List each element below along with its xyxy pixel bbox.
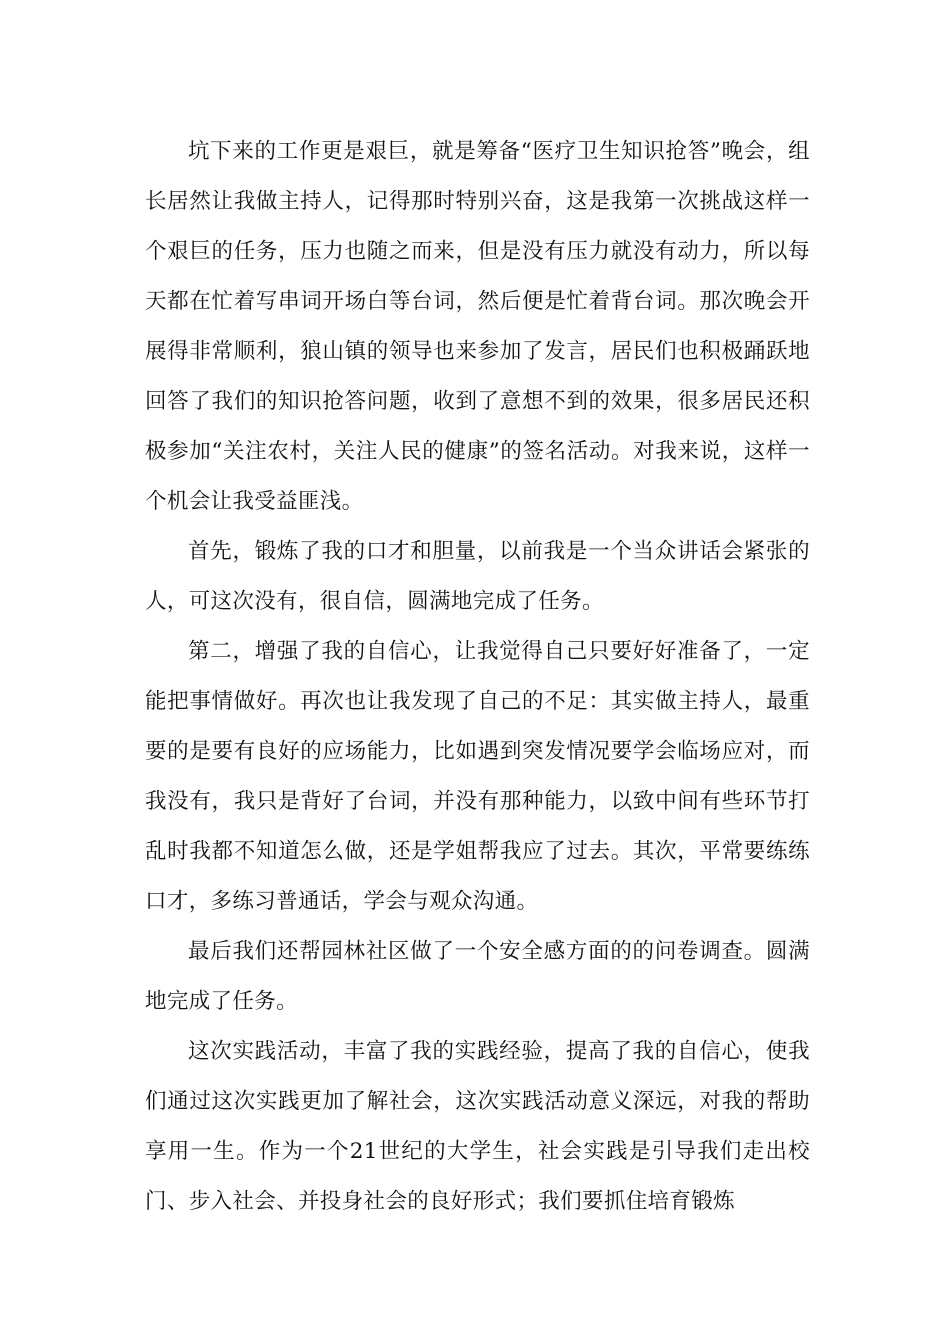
paragraph-4: 最后我们还帮园林社区做了一个安全感方面的的问卷调查。圆满地完成了任务。: [145, 939, 810, 1014]
paragraph-3: 第二，增强了我的自信心，让我觉得自己只要好好准备了，一定能把事情做好。再次也让我发现了自己的不足：其实做主持人，最重要的是要有良好的应场能力，比如遇到突发情况要学会临场应对，而我没有，我只是背好了台词，并没有那种能力，以致中间有些环节打乱时我都不知道怎么做，还是学姐帮我应了过去。其次，平常要练练口才，多练习普通话，学会与观众沟通。: [145, 639, 810, 914]
paragraph-5: 这次实践活动，丰富了我的实践经验，提高了我的自信心，使我们通过这次实践更加了解社会，这次实践活动意义深远，对我的帮助享用一生。作为一个21世纪的大学生，社会实践是引导我们走出校门、步入社会、并投身社会的良好形式；我们要抓住培育锻炼: [145, 1039, 810, 1214]
paragraph-2: 首先，锻炼了我的口才和胆量，以前我是一个当众讲话会紧张的人，可这次没有，很自信，圆满地完成了任务。: [145, 539, 810, 614]
paragraph-1: 坑下来的工作更是艰巨，就是筹备“医疗卫生知识抢答”晚会，组长居然让我做主持人，记得那时特别兴奋，这是我第一次挑战这样一个艰巨的任务，压力也随之而来，但是没有压力就没有动力，所以每天都在忙着写串词开场白等台词，然后便是忙着背台词。那次晚会开展得非常顺利，狼山镇的领导也来参加了发言，居民们也积极踊跃地回答了我们的知识抢答问题，收到了意想不到的效果，很多居民还积极参加“关注农村，关注人民的健康”的签名活动。对我来说，这样一个机会让我受益匪浅。: [145, 139, 810, 514]
document-body: [145, 127, 810, 1227]
